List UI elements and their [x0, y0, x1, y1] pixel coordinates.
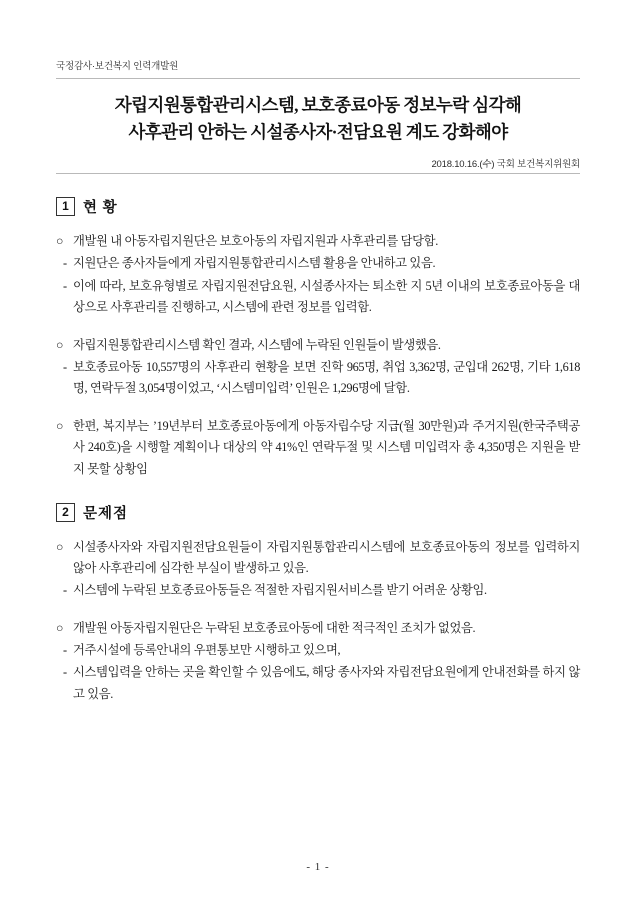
- bullet-marker: ○: [56, 234, 64, 249]
- section-number-badge: 2: [56, 503, 75, 522]
- bullet-marker: -: [63, 278, 67, 293]
- list-item-text: 지원단은 종사자들에게 자립지원통합관리시스템 활용을 안내하고 있음.: [73, 256, 436, 271]
- document-header: [56, 0, 580, 72]
- list-item: [56, 276, 580, 318]
- list-item-text: 자립지원통합관리시스템 확인 결과, 시스템에 누락된 인원들이 발생했음.: [73, 337, 441, 352]
- list-item: [56, 253, 580, 274]
- list-item: [56, 357, 580, 399]
- bullet-marker: -: [63, 582, 67, 597]
- paragraph-group: [56, 416, 580, 479]
- list-item-text: 개발원 아동자립지원단은 누락된 보호종료아동에 대한 적극적인 조치가 없었음.: [73, 621, 476, 636]
- list-item-text: 시스템에 누락된 보호종료아동들은 적절한 자립지원서비스를 받기 어려운 상황임.: [73, 582, 487, 597]
- bullet-marker: ○: [56, 337, 64, 352]
- list-item-text: 거주시설에 등록안내의 우편통보만 시행하고 있으며,: [73, 643, 341, 658]
- list-item: [56, 416, 580, 479]
- list-item: [56, 618, 580, 639]
- list-item-text: 개발원 내 아동자립지원단은 보호아동의 자립지원과 사후관리를 담당함.: [73, 234, 438, 249]
- section-current-status: [56, 196, 580, 479]
- document-meta: 2018.10.16.(수) 국회 보건복지위원회: [431, 159, 580, 171]
- list-item-text: 시스템입력을 안하는 곳을 확인할 수 있음에도, 해당 종사자와 자립전담요원에게 안내전화를 하지 않고 있음.: [73, 665, 580, 701]
- bullet-marker: ○: [56, 539, 64, 554]
- section-title-label: 현 황: [83, 200, 118, 217]
- list-item: [56, 537, 580, 579]
- paragraph-group: [56, 335, 580, 399]
- paragraph-group: [56, 231, 580, 318]
- section-body: [56, 537, 580, 705]
- bullet-marker: -: [63, 665, 67, 680]
- bullet-marker: ○: [56, 419, 64, 434]
- title-line-2: 사후관리 안하는 시설종사자·전담요원 계도 강화해야: [128, 122, 508, 143]
- list-item: [56, 640, 580, 661]
- meta-divider: [56, 173, 580, 174]
- paragraph-group: [56, 618, 580, 705]
- page-footer: - 1 -: [306, 861, 330, 873]
- header-org-label: 국정감사·보건복지 인력개발원: [56, 61, 179, 72]
- list-item-text: 한편, 복지부는 ’19년부터 보호종료아동에게 아동자립수당 지급(월 30만원)과 주거지원(한국주택공사 240호)을 시행할 계획이나 대상의 약 41%인 연락두절 및 시스템 미입력자 총 4,350명은 지원을 받지 못할 상황임: [73, 419, 580, 476]
- section-title-label: 문제점: [83, 505, 129, 522]
- section-heading: [56, 196, 580, 217]
- list-item-text: 이에 따라, 보호유형별로 자립지원전담요원, 시설종사자는 퇴소한 지 5년 이내의 보호종료아동을 대상으로 사후관리를 진행하고, 시스템에 관련 정보를 입력함.: [73, 278, 580, 314]
- title-line-1: 자립지원통합관리시스템, 보호종료아동 정보누락 심각해: [114, 95, 522, 115]
- section-heading: [56, 502, 580, 523]
- paragraph-group: [56, 537, 580, 601]
- list-item: [56, 231, 580, 252]
- bullet-marker: -: [63, 256, 67, 271]
- list-item: [56, 580, 580, 601]
- list-item-text: 보호종료아동 10,557명의 사후관리 현황을 보면 진학 965명, 취업 3,362명, 군입대 262명, 기타 1,618명, 연락두절 3,054명이었고, ‘시스템미입력’ 인원은 1,296명에 달함.: [73, 359, 580, 396]
- section-problems: [56, 502, 580, 705]
- bullet-marker: ○: [56, 621, 64, 636]
- list-item: [56, 335, 580, 356]
- list-item-text: 시설종사자와 자립지원전담요원들이 자립지원통합관리시스템에 보호종료아동의 정보를 입력하지 않아 사후관리에 심각한 부실이 발생하고 있음.: [73, 539, 580, 575]
- document-title: [56, 92, 580, 146]
- header-divider: [56, 78, 580, 79]
- list-item: [56, 662, 580, 704]
- bullet-marker: -: [63, 643, 67, 658]
- section-body: [56, 231, 580, 479]
- bullet-marker: -: [63, 359, 67, 374]
- section-number-badge: 1: [56, 197, 75, 216]
